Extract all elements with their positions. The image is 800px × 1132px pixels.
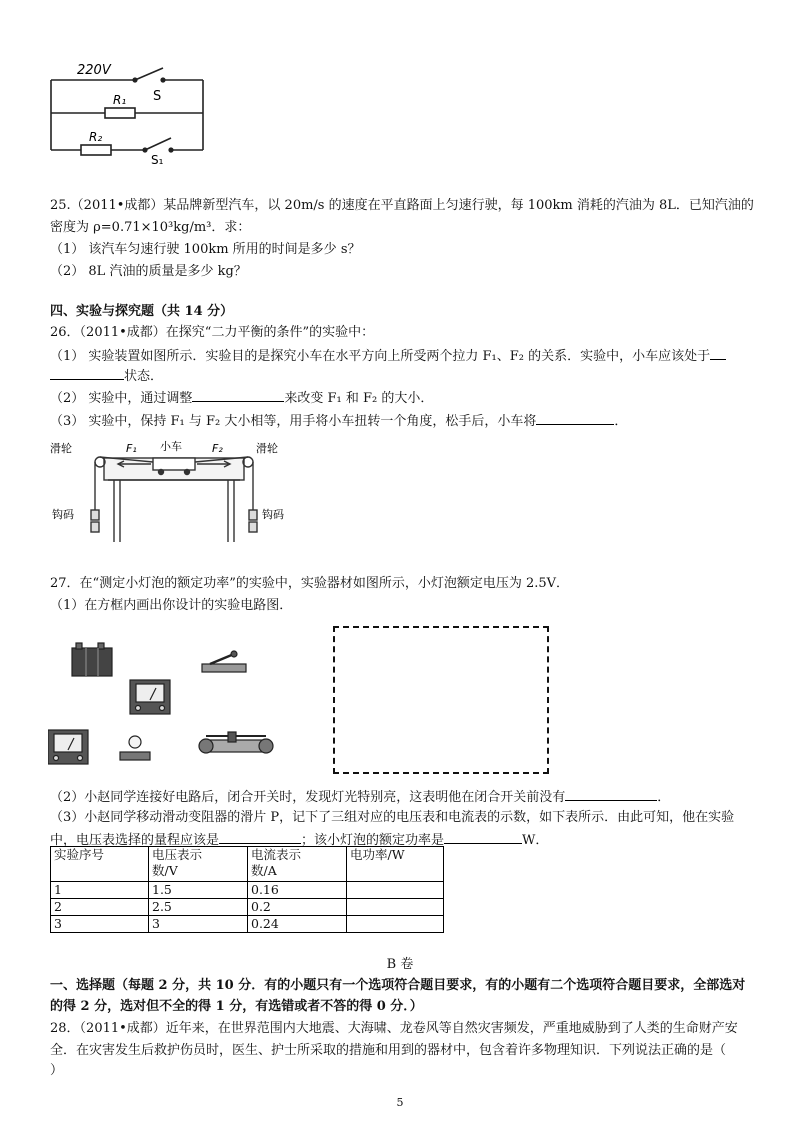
table-cell: 0.16: [248, 882, 347, 899]
q27-blank2[interactable]: [565, 786, 657, 801]
table-row: [51, 882, 444, 899]
table-row: [51, 899, 444, 916]
section1-line2: 的得 2 分，选对但不全的得 1 分，有选错或者不答的得 0 分．）: [50, 999, 423, 1014]
table-cell: 0.2: [248, 899, 347, 916]
q26-sub1-cont: [50, 365, 163, 387]
table-header-row: [51, 847, 444, 882]
q27-sub3d-text: W．: [522, 833, 549, 848]
voltage-label: 220V: [77, 63, 111, 78]
weight-left-label: 钩码: [52, 508, 74, 521]
q27-sub3c-text: ；该小灯泡的额定功率是: [301, 833, 445, 848]
q25-line1: 25.（2011•成都）某品牌新型汽车，以 20m/s 的速度在平直路面上匀速行驶，每 100km 消耗的汽油为 8L．已知汽油的: [50, 198, 754, 213]
q27-sub2: [50, 786, 670, 808]
table-cell[interactable]: [347, 882, 444, 899]
q27-blank3b[interactable]: [444, 829, 522, 844]
q26-sub1-text: （1） 实验装置如图所示．实验目的是探究小车在水平方向上所受两个拉力 F₁、F₂ 的关系．实验中，小车应该处于: [50, 349, 711, 364]
switch-s-label: S: [153, 89, 162, 104]
weight-right-label: 钩码: [262, 508, 284, 521]
measurement-table: [50, 846, 444, 933]
switch-icon: [202, 651, 246, 672]
q27-sub2b-text: ．: [657, 790, 671, 805]
f2-label: F₂: [212, 442, 223, 455]
table-cell: 2.5: [149, 899, 248, 916]
q26-title: 26．（2011•成都）在探究“二力平衡的条件”的实验中：: [50, 325, 375, 340]
table-cell[interactable]: [347, 916, 444, 933]
table-cell: 2: [51, 899, 149, 916]
page-number: 5: [396, 1096, 404, 1109]
switch-s1-label: S₁: [151, 153, 164, 167]
table-cell[interactable]: [347, 899, 444, 916]
q25-sub2: （2） 8L 汽油的质量是多少 kg？: [50, 264, 247, 279]
q25-line2: 密度为 ρ=0.71×10³kg/m³．求：: [50, 220, 251, 235]
part-b-title: B 卷: [386, 957, 414, 972]
battery-icon: [72, 643, 112, 676]
q26-sub3b-text: ．: [614, 414, 628, 429]
table-cell: 3: [149, 916, 248, 933]
q26-sub2b-text: 来改变 F₁ 和 F₂ 的大小．: [284, 391, 434, 406]
cart-label: 小车: [160, 440, 182, 453]
section1-line1: 一、选择题（每题 2 分，共 10 分．有的小题只有一个选项符合题目要求，有的小题有二个选项符合题目要求，全部选对: [50, 978, 746, 993]
q28-line3: ）: [50, 1063, 64, 1078]
f1-label: F₁: [126, 442, 137, 455]
q26-sub3-text: （3） 实验中，保持 F₁ 与 F₂ 大小相等，用手将小车扭转一个角度，松手后，小车将: [50, 414, 537, 429]
voltmeter-icon: [48, 730, 88, 764]
table-cell: 3: [51, 916, 149, 933]
q27-title: 27．在“测定小灯泡的额定功率”的实验中，实验器材如图所示，小灯泡额定电压为 2.5V．: [50, 576, 570, 591]
q28-line2: 全．在灾害发生后救护伤员时，医生、护士所采取的措施和用到的器材中，包含着许多物理知识．下列说法正确的是（: [50, 1043, 727, 1058]
q27-sub1: （1）在方框内画出你设计的实验电路图．: [50, 598, 293, 613]
pulley-left-label: 滑轮: [50, 442, 72, 455]
q25-sub1: （1） 该汽车匀速行驶 100km 所用的时间是多少 s？: [50, 242, 361, 257]
table-header: 电功率/W: [347, 847, 444, 882]
q27-sub3: （3）小赵同学移动滑动变阻器的滑片 P，记下了三组对应的电压表和电流表的示数，如下表所示．由此可知，他在实验: [50, 810, 735, 825]
q26-sub2-text: （2） 实验中，通过调整: [50, 391, 193, 406]
ammeter-icon: [130, 680, 170, 714]
bulb-icon: [120, 736, 150, 760]
equipment-figure: [48, 636, 288, 770]
q27-blank3a[interactable]: [219, 829, 301, 844]
q27-sub3b-text: 中，电压表选择的量程应该是: [50, 833, 220, 848]
table-header: 实验序号: [51, 847, 149, 882]
q26-sub1b-text: 状态．: [124, 369, 164, 384]
q26-sub3: [50, 410, 627, 432]
rheostat-icon: [199, 732, 273, 753]
q28-line1: 28．（2011•成都）近年来，在世界范围内大地震、大海啸、龙卷风等自然灾害频发，严重地威胁到了人类的生命财产安: [50, 1021, 738, 1036]
table-cell: 1: [51, 882, 149, 899]
q26-blank3[interactable]: [536, 410, 614, 425]
circuit-drawing-box[interactable]: [333, 626, 549, 774]
table-cell: 1.5: [149, 882, 248, 899]
circuit-diagram: [45, 58, 215, 168]
q26-blank1a[interactable]: [710, 345, 726, 360]
q27-sub2-text: （2）小赵同学连接好电路后，闭合开关时，发现灯光特别亮，这表明他在闭合开关前没有: [50, 790, 566, 805]
r2-label: R₂: [89, 130, 103, 144]
table-cell: 0.24: [248, 916, 347, 933]
table-header: 电流表示 数/A: [248, 847, 347, 882]
r1-label: R₁: [113, 93, 127, 107]
q26-blank2[interactable]: [192, 387, 284, 402]
table-row: [51, 916, 444, 933]
balance-apparatus-figure: [48, 438, 288, 550]
table-header: 电压表示 数/V: [149, 847, 248, 882]
section4-title: 四、实验与探究题（共 14 分）: [50, 304, 234, 319]
q26-sub2: [50, 387, 433, 409]
q26-blank1b[interactable]: [50, 365, 124, 380]
pulley-right-label: 滑轮: [256, 442, 278, 455]
q26-sub1: [50, 345, 726, 367]
